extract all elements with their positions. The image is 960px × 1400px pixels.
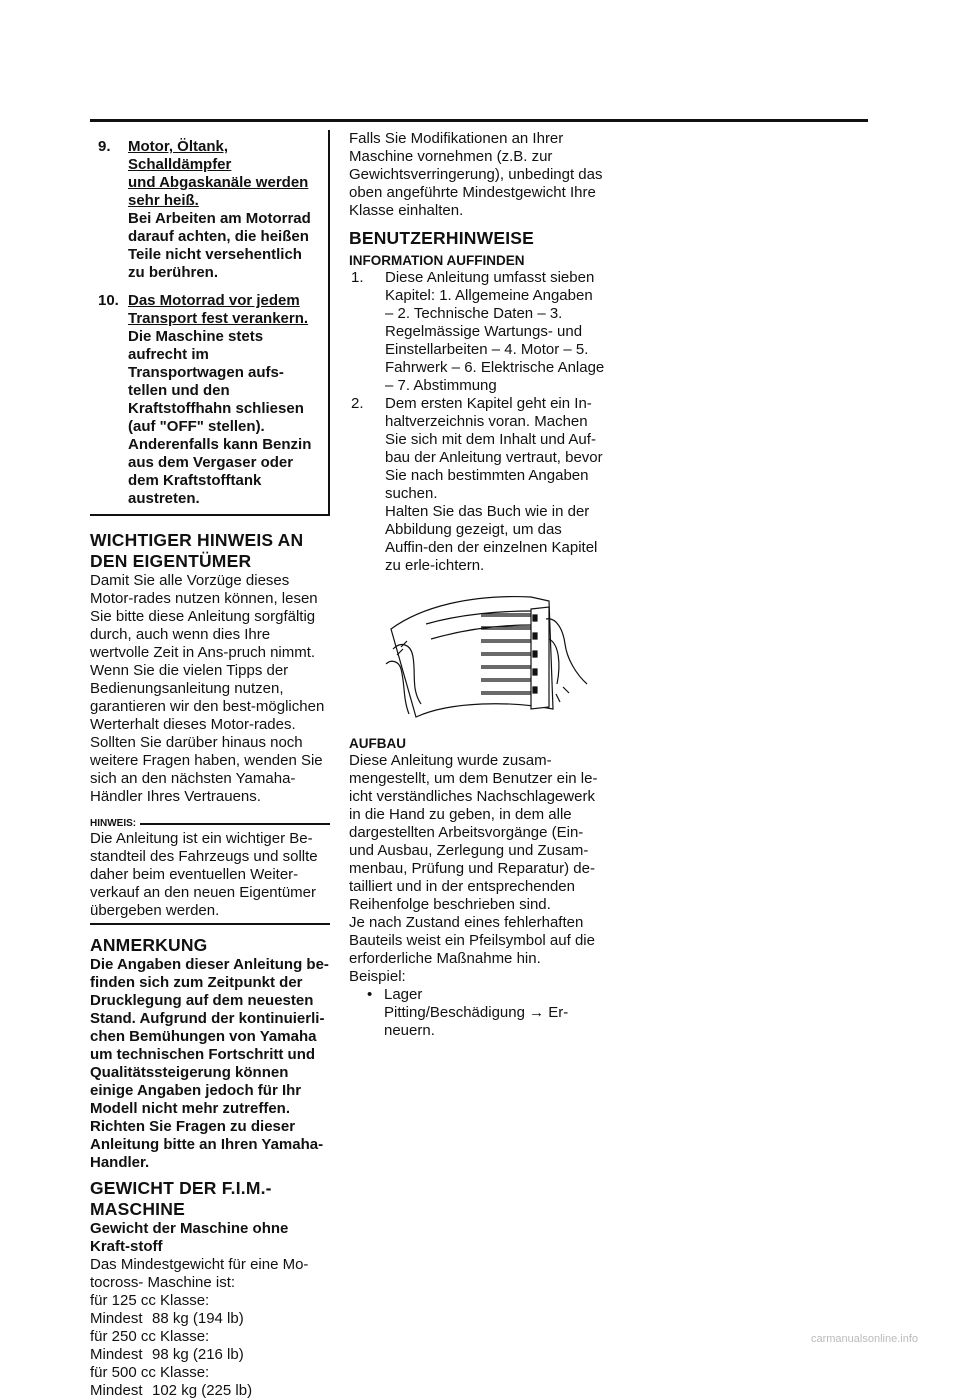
list-item (349, 269, 605, 395)
aufbau-text: Diese Anleitung wurde zusam-mengestellt, um dem Benutzer ein le-icht verständliches Nachschlagewerk in die Hand zu geben, in dem alle dargestellten Arbeitsvorgänge (Ein- und Ausbau, Zerlegung und Zusam-menbau, Prüfung und Reparatur) de-tailliert und in der entsprechenden Reihenfolge beschrieben sind. (349, 752, 598, 913)
hinweis-header (90, 818, 330, 830)
hinweis-note (90, 818, 330, 925)
example-action: Er-neuern. (384, 1004, 569, 1039)
warning-underlined: Transport fest verankern. (128, 310, 309, 327)
hinweis-text: Die Anleitung ist ein wichtiger Be-standteil des Fahrzeugs und sollte daher beim eventuellen Weiter-verkauf an den neuen Eigentümer übergeben werden. (90, 830, 318, 919)
hinweis-rule (140, 823, 330, 825)
gewicht-subtitle: Gewicht der Maschine ohne Kraft-stoff (90, 1219, 289, 1255)
weight-class-label: für 500 cc Klasse: (90, 1363, 210, 1381)
weight-value: 102 kg (225 lb) (152, 1381, 253, 1399)
benutzer-title: BENUTZERHINWEISE (349, 228, 535, 248)
weight-value: 88 kg (194 lb) (152, 1309, 244, 1327)
weight-min-label: Mindest (90, 1309, 143, 1327)
warning-underlined: Das Motorrad vor jedem (128, 292, 300, 309)
owner-notice-body: Damit Sie alle Vorzüge dieses Motor-rades nutzen können, lesen Sie bitte diese Anleitung sorgfältig durch, auch wenn dies Ihre wertvolle Zeit in Ans-pruch nimmt. Wenn Sie die vielen Tipps der Bedienungsanleitung nutzen, garantieren wir den best-möglichen Werterhalt dieses Motor-rades. Sollten Sie darüber hinaus noch weitere Fragen haben, wenden Sie sich an den nächsten Yamaha-Händler Ihres Vertrauens. (90, 572, 325, 805)
warning-item-9 (98, 138, 322, 282)
list-item (349, 395, 605, 575)
weight-value: 98 kg (216 lb) (152, 1345, 244, 1363)
example-detail: Pitting/Beschädigung (384, 1004, 525, 1021)
list-number: 1. (351, 269, 364, 286)
list-number: 2. (351, 395, 364, 412)
title-line: MASCHINE (90, 1198, 185, 1219)
title-line: WICHTIGER HINWEIS AN (90, 530, 304, 550)
example-item (349, 986, 605, 1040)
example-label: Beispiel: (349, 968, 406, 985)
hinweis-label: HINWEIS: (90, 818, 137, 829)
bullet-icon: • (367, 986, 373, 1003)
weight-class-500 (90, 1364, 330, 1400)
warning-box (90, 130, 330, 516)
warning-underlined: und Abgaskanäle werden (128, 174, 309, 191)
gewicht-title (90, 1178, 330, 1220)
weight-class-250 (90, 1328, 330, 1364)
hinweis-end-rule (90, 923, 330, 925)
right-column (349, 130, 605, 1040)
weight-class-label: für 125 cc Klasse: (90, 1291, 210, 1309)
info-title: INFORMATION AUFFINDEN (349, 253, 525, 268)
left-column (90, 130, 330, 1400)
owner-notice-title (90, 530, 330, 572)
warning-text: Die Maschine stets aufrecht im Transportwagen aufs-tellen und den Kraftstoffhahn schliesen (auf "OFF" stellen). Anderenfalls kann Benzin aus dem Vergaser oder dem Kraftstofftank austreten. (128, 328, 312, 507)
footer-watermark: carmanualsonline.info (810, 1333, 918, 1345)
title-line: DEN EIGENTÜMER (90, 551, 252, 571)
aufbau-title: AUFBAU (349, 736, 406, 751)
aufbau-text-2: Je nach Zustand eines fehlerhaften Bauteils weist ein Pfeilsymbol auf die erforderliche Maßnahme hin. (349, 914, 595, 967)
title-line: GEWICHT DER F.I.M.- (90, 1177, 272, 1198)
gewicht-intro: Das Mindestgewicht für eine Mo-tocross- Maschine ist: (90, 1255, 309, 1291)
warning-item-10 (98, 292, 322, 508)
warning-underlined: Motor, Öltank, Schalldämpfer (128, 138, 232, 173)
list-text: Diese Anleitung umfasst sieben Kapitel: 1. Allgemeine Angaben – 2. Technische Daten – 3. Regelmässige Wartungs- und Einstellarbeiten – 4. Motor – 5. Fahrwerk – 6. Elektrische Anlage – 7. Abstimmung (385, 269, 605, 394)
book-holding-illustration (381, 589, 589, 721)
modification-note: Falls Sie Modifikationen an Ihrer Maschine vornehmen (z.B. zur Gewichtsverringerung), unbedingt das oben angeführte Mindestgewicht Ihre Klasse einhalten. (349, 130, 603, 219)
warning-number: 10. (98, 292, 119, 309)
weight-class-125 (90, 1292, 330, 1328)
anmerkung-text: Die Angaben dieser Anleitung be-finden sich zum Zeitpunkt der Drucklegung auf dem neuesten Stand. Aufgrund der kontinuierli-chen Bemühungen von Yamaha um technischen Fortschritt und Qualitätssteigerung können einige Angaben jedoch für Ihr Modell nicht mehr zutreffen. Richten Sie Fragen zu dieser Anleitung bitte an Ihren Yamaha-Handler. (90, 955, 329, 1171)
weight-min-label: Mindest (90, 1345, 143, 1363)
list-text: Halten Sie das Buch wie in der Abbildung gezeigt, um das Auffin-den der einzelnen Kapitel zu erle-ichtern. (385, 503, 598, 574)
warning-number: 9. (98, 138, 111, 155)
weight-min-label: Mindest (90, 1381, 143, 1399)
warning-text: Bei Arbeiten am Motorrad darauf achten, die heißen Teile nicht versehentlich zu berühren. (128, 210, 311, 281)
warning-underlined: sehr heiß. (128, 192, 199, 209)
weight-class-label: für 250 cc Klasse: (90, 1327, 210, 1345)
example-item-name: Lager (384, 986, 423, 1003)
anmerkung-title: ANMERKUNG (90, 934, 208, 955)
arrow-right-icon: → (529, 1004, 545, 1021)
list-text: Dem ersten Kapitel geht ein In-haltverzeichnis voran. Machen Sie sich mit dem Inhalt und Auf-bau der Anleitung vertraut, bevor Sie nach bestimmten Angaben suchen. (385, 395, 603, 502)
top-rule (90, 119, 868, 122)
